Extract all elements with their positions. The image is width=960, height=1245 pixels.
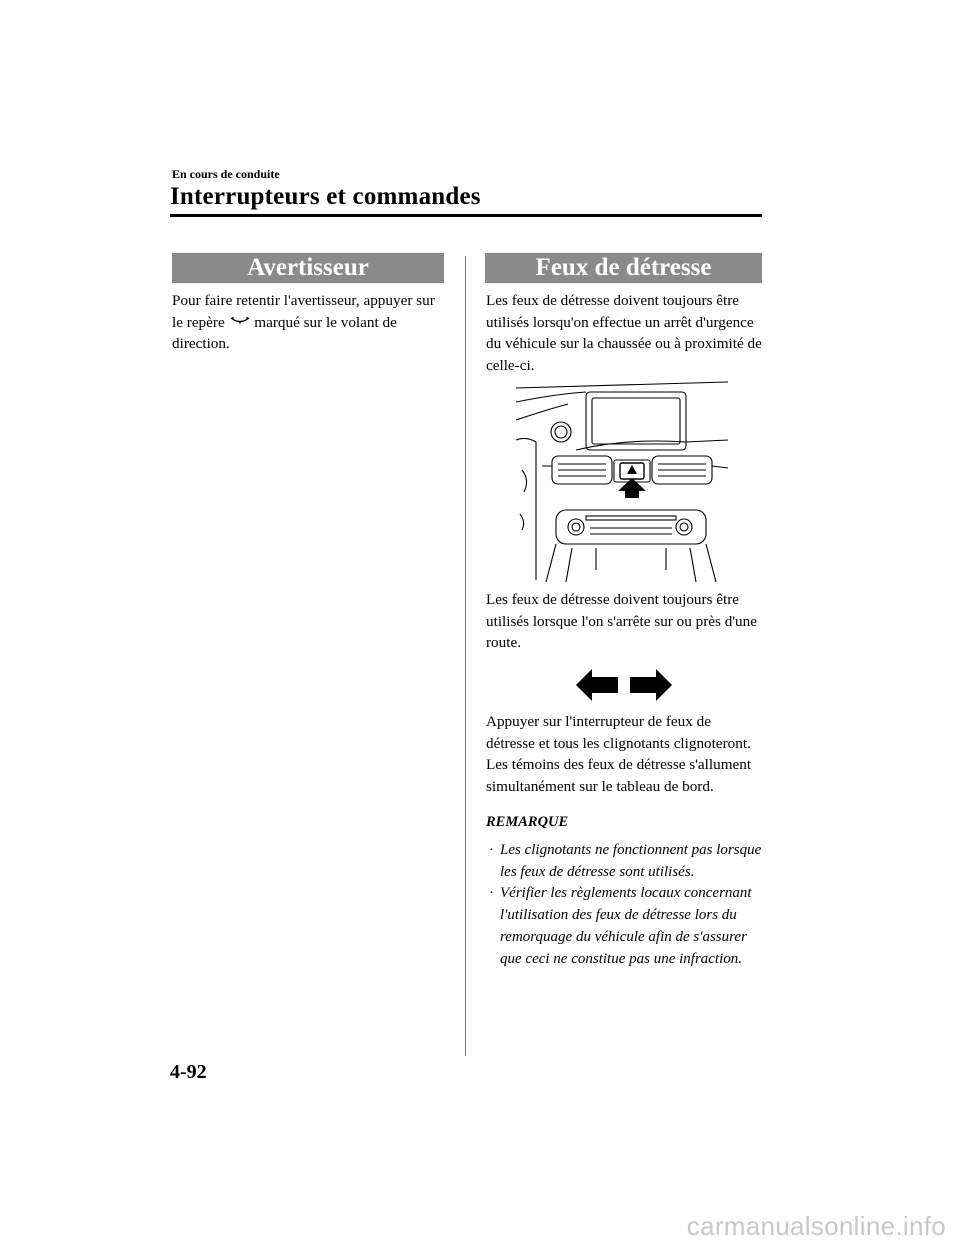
note-bullet: · xyxy=(489,886,494,902)
page-number: 4-92 xyxy=(170,1061,207,1083)
horn-paragraph xyxy=(172,290,448,355)
note-title: REMARQUE xyxy=(486,814,569,830)
horn-icon xyxy=(230,316,250,326)
hazard-paragraph-3: Appuyer sur l'interrupteur de feux de détresse et tous les clignotants clignoteront. Les témoins des feux de détresse s'allument simultanément sur le tableau de bord. xyxy=(486,713,752,795)
heading-avertisseur: Avertisseur xyxy=(172,253,444,283)
hazard-paragraph-1: Les feux de détresse doivent toujours être utilisés lorsqu'on effectue un arrêt d'urgence du véhicule sur la chaussée ou à proximité de celle-ci. xyxy=(486,292,762,374)
heading-feux-de-detresse: Feux de détresse xyxy=(485,253,762,283)
note-item xyxy=(489,840,765,883)
note-item xyxy=(489,883,765,970)
horn-text-after: marqué sur le volant de direction. xyxy=(172,313,397,352)
column-divider xyxy=(465,256,466,1056)
note-text: Les clignotants ne fonctionnent pas lorsque les feux de détresse sont utilisés. xyxy=(500,842,762,880)
note-list xyxy=(489,840,765,970)
note-bullet: · xyxy=(489,843,494,858)
horn-text-before: Pour faire retentir l'avertisseur, appuyer sur le repère xyxy=(172,292,435,331)
hazard-switch-dashboard-illustration xyxy=(516,380,728,582)
note-text: Vérifier les règlements locaux concernant l'utilisation des feux de détresse lors du remorquage du véhicule afin de s'assurer que ceci ne constitue pas une infraction. xyxy=(500,885,752,967)
watermark: carmanualsonline.info xyxy=(686,1211,946,1241)
turn-indicator-arrows-icon xyxy=(576,667,672,703)
section-kicker: En cours de conduite xyxy=(172,167,280,181)
title-rule xyxy=(170,214,762,217)
page-title: Interrupteurs et commandes xyxy=(170,183,481,210)
hazard-paragraph-2: Les feux de détresse doivent toujours être utilisés lorsque l'on s'arrête sur ou près d'une route. xyxy=(486,591,757,651)
